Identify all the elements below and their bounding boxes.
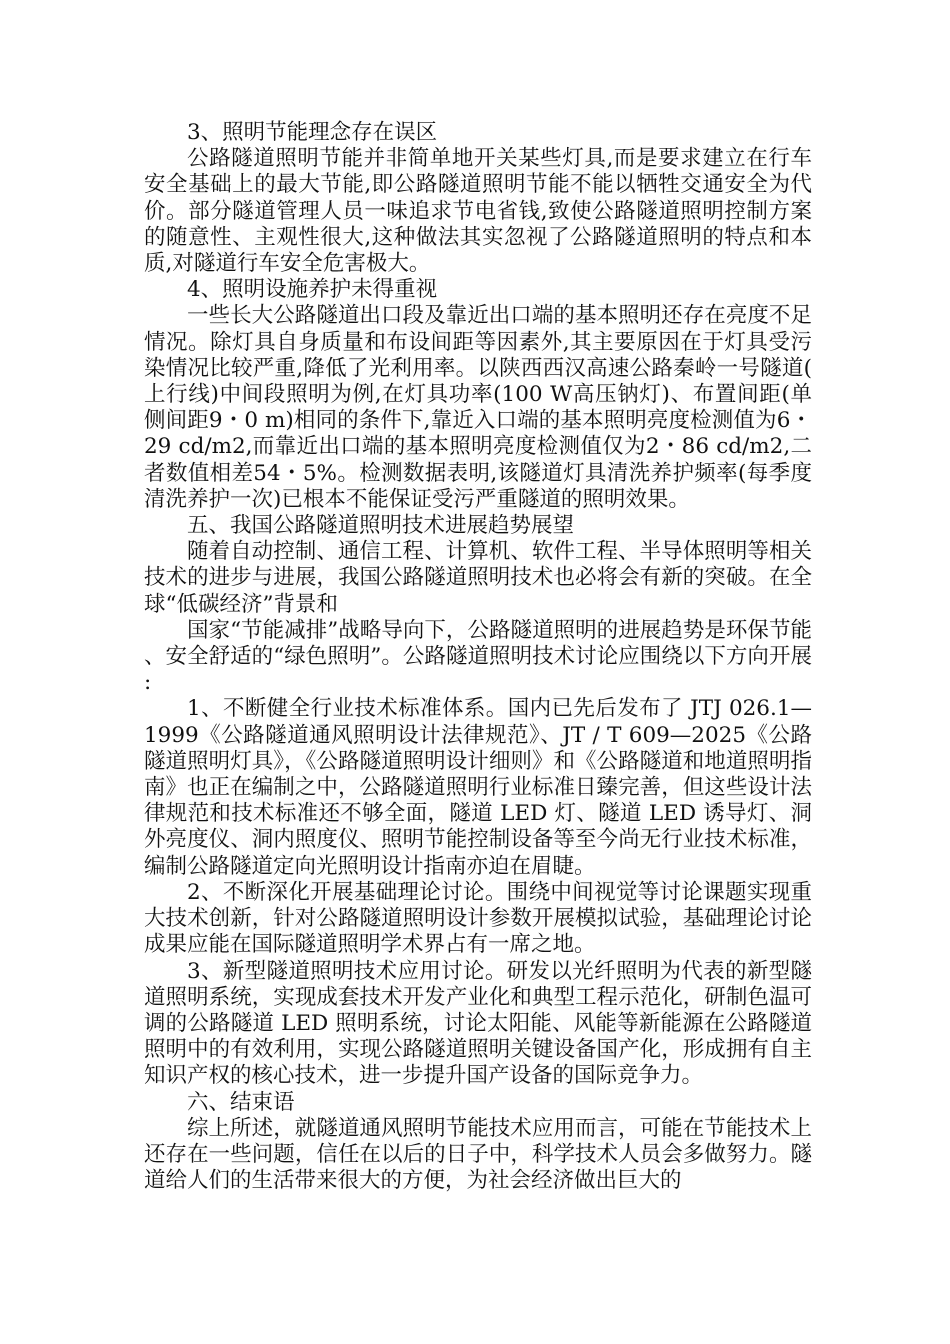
paragraph-lighting-concept: 公路隧道照明节能并非简单地开关某些灯具,而是要求建立在行车安全基础上的最大节能,即公路隧道照明节能不能以牺牲交通安全为代价。部分隧道管理人员一味追求节电省钱,致使公路隧道照明控制方案的随意性、主观性很大,这种做法其实忽视了公路隧道照明的特点和本质,对隧道行车安全危害极大。 — [144, 146, 812, 277]
paragraph-maintenance: 一些长大公路隧道出口段及靠近出口端的基本照明还存在亮度不足情况。除灯具自身质量和布设间距等因素外,其主要原因在于灯具受污染情况比较严重,降低了光利用率。以陕西西汉高速公路秦岭一号隧道(上行线)中间段照明为例,在灯具功率(100 W高压钠灯)、布置间距(单侧间距9・0 m)相同的条件下,靠近入口端的基本照明亮度检测值为6・29 cd/m2,而靠近出口端的基本照明亮度检测值仅为2・86 cd/m2,二者数值相差54・5%。检测数据表明,该隧道灯具清洗养护频率(每季度清洗养护一次)已根本不能保证受污严重隧道的照明效果。 — [144, 303, 812, 512]
document-body — [144, 120, 812, 1194]
paragraph-trend-intro: 随着自动控制、通信工程、计算机、软件工程、半导体照明等相关技术的进步与进展，我国公路隧道照明技术也必将会有新的突破。在全球“低碳经济”背景和 — [144, 539, 812, 617]
paragraph-trend-direction: 国家“节能减排”战略导向下，公路隧道照明的进展趋势是环保节能、安全舒适的“绿色照明”。公路隧道照明技术讨论应围绕以下方向开展: — [144, 617, 812, 696]
paragraph-theory: 2、不断深化开展基础理论讨论。围绕中间视觉等讨论课题实现重大技术创新，针对公路隧道照明设计参数开展模拟试验，基础理论讨论成果应能在国际隧道照明学术界占有一席之地。 — [144, 879, 812, 958]
section-heading-conclusion: 六、结束语 — [187, 1089, 295, 1115]
paragraph-conclusion: 综上所述，就隧道通风照明节能技术应用而言，可能在节能技术上还存在一些问题，信任在以后的日子中，科学技术人员会多做努力。隧道给人们的生活带来很大的方便，为社会经济做出巨大的 — [144, 1115, 812, 1194]
section-heading-trend-outlook: 五、我国公路隧道照明技术进展趋势展望 — [187, 513, 575, 539]
paragraph-new-technology: 3、新型隧道照明技术应用讨论。研发以光纤照明为代表的新型隧道照明系统，实现成套技术开发产业化和典型工程示范化，研制色温可调的公路隧道 LED 照明系统，讨论太阳能、风能等新能源在公路隧道照明中的有效利用，实现公路隧道照明关键设备国产化，形成拥有自主知识产权的核心技术，进一步提升国产设备的国际竞争力。 — [144, 958, 812, 1089]
section-heading-lighting-concept: 3、照明节能理念存在误区 — [187, 120, 438, 145]
section-heading-maintenance: 4、照明设施养护未得重视 — [187, 277, 438, 303]
paragraph-standards: 1、不断健全行业技术标准体系。国内已先后发布了 JTJ 026.1—1999《公路隧道通风照明设计法律规范》、JT / T 609—2025《公路隧道照明灯具》，《公路隧道照明设计细则》和《公路隧道和地道照明指南》也正在编制之中，公路隧道照明行业标准日臻完善，但这些设计法律规范和技术标准还不够全面，隧道 LED 灯、隧道 LED 诱导灯、洞外亮度仪、洞内照度仪、照明节能控制设备等至今尚无行业技术标准，编制公路隧道定向光照明设计指南亦迫在眉睫。 — [144, 696, 812, 879]
